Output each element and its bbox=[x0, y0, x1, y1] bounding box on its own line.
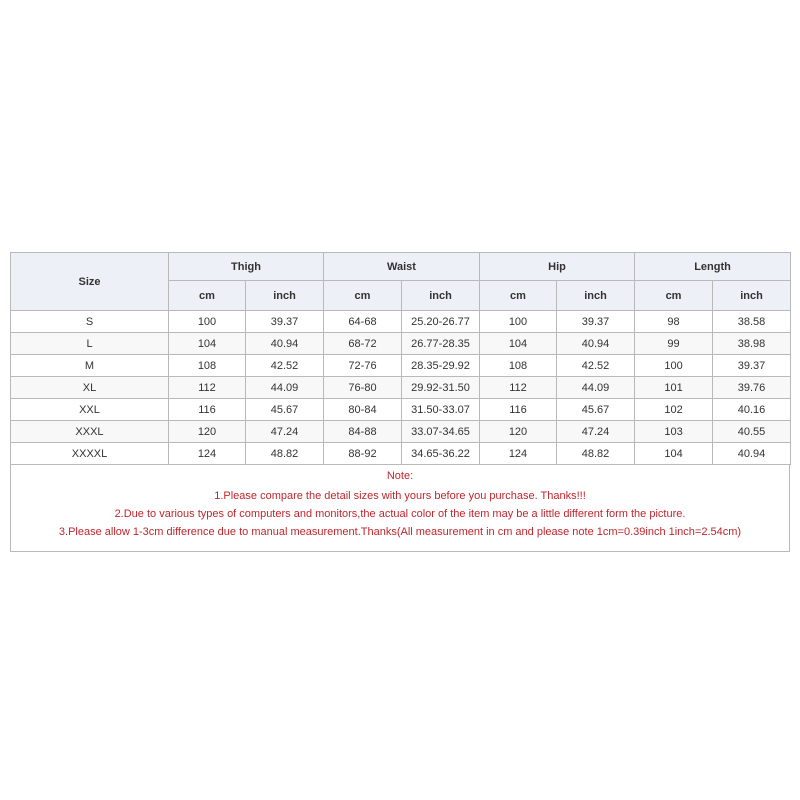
table-cell: 64-68 bbox=[324, 311, 402, 333]
group-header-waist: Waist bbox=[324, 253, 480, 281]
table-row bbox=[11, 333, 791, 355]
table-cell: 40.94 bbox=[246, 333, 324, 355]
table-cell: 47.24 bbox=[246, 421, 324, 443]
table-cell: 104 bbox=[480, 333, 557, 355]
table-cell: 40.16 bbox=[713, 399, 791, 421]
unit-header-inch: inch bbox=[246, 281, 324, 311]
table-cell: 98 bbox=[635, 311, 713, 333]
notes-section bbox=[10, 465, 790, 552]
table-cell: 47.24 bbox=[557, 421, 635, 443]
table-cell-size: XXL bbox=[11, 399, 169, 421]
table-cell: 120 bbox=[480, 421, 557, 443]
table-cell-size: L bbox=[11, 333, 169, 355]
table-cell: 48.82 bbox=[246, 443, 324, 465]
table-cell: 72-76 bbox=[324, 355, 402, 377]
table-row bbox=[11, 443, 791, 465]
table-cell: 102 bbox=[635, 399, 713, 421]
table-cell: 99 bbox=[635, 333, 713, 355]
table-cell: 26.77-28.35 bbox=[402, 333, 480, 355]
table-cell: 120 bbox=[169, 421, 246, 443]
table-cell-size: S bbox=[11, 311, 169, 333]
table-cell: 103 bbox=[635, 421, 713, 443]
table-cell: 124 bbox=[480, 443, 557, 465]
table-cell: 116 bbox=[480, 399, 557, 421]
table-cell-size: M bbox=[11, 355, 169, 377]
unit-header-cm: cm bbox=[324, 281, 402, 311]
table-cell: 108 bbox=[169, 355, 246, 377]
table-cell: 112 bbox=[169, 377, 246, 399]
table-cell: 39.37 bbox=[557, 311, 635, 333]
table-cell: 45.67 bbox=[246, 399, 324, 421]
note-line-2: 2.Due to various types of computers and monitors,the actual color of the item may be a little different form the picture. bbox=[114, 508, 686, 520]
table-cell: 108 bbox=[480, 355, 557, 377]
size-header: Size bbox=[11, 253, 169, 311]
group-header-hip: Hip bbox=[480, 253, 635, 281]
table-cell: 28.35-29.92 bbox=[402, 355, 480, 377]
note-title: Note: bbox=[386, 470, 414, 482]
size-chart bbox=[10, 252, 790, 552]
table-cell: 25.20-26.77 bbox=[402, 311, 480, 333]
table-cell: 104 bbox=[169, 333, 246, 355]
table-cell: 38.98 bbox=[713, 333, 791, 355]
table-cell: 40.94 bbox=[557, 333, 635, 355]
table-cell: 42.52 bbox=[246, 355, 324, 377]
unit-header-inch: inch bbox=[713, 281, 791, 311]
group-header-length: Length bbox=[635, 253, 791, 281]
table-cell: 38.58 bbox=[713, 311, 791, 333]
table-cell: 100 bbox=[480, 311, 557, 333]
table-cell: 84-88 bbox=[324, 421, 402, 443]
table-row bbox=[11, 377, 791, 399]
table-cell: 68-72 bbox=[324, 333, 402, 355]
table-row bbox=[11, 421, 791, 443]
table-cell: 80-84 bbox=[324, 399, 402, 421]
table-cell-size: XXXXL bbox=[11, 443, 169, 465]
size-table bbox=[10, 252, 791, 465]
table-cell: 112 bbox=[480, 377, 557, 399]
table-cell-size: XXXL bbox=[11, 421, 169, 443]
unit-header-cm: cm bbox=[480, 281, 557, 311]
note-line-3: 3.Please allow 1-3cm difference due to manual measurement.Thanks(All measurement in cm and please note 1cm=0.39inch 1inch=2.54cm) bbox=[58, 526, 742, 538]
table-cell: 116 bbox=[169, 399, 246, 421]
table-cell: 29.92-31.50 bbox=[402, 377, 480, 399]
table-cell: 104 bbox=[635, 443, 713, 465]
table-cell: 31.50-33.07 bbox=[402, 399, 480, 421]
table-cell: 40.55 bbox=[713, 421, 791, 443]
table-cell: 33.07-34.65 bbox=[402, 421, 480, 443]
unit-header-inch: inch bbox=[402, 281, 480, 311]
table-cell: 42.52 bbox=[557, 355, 635, 377]
table-cell-size: XL bbox=[11, 377, 169, 399]
table-cell: 39.76 bbox=[713, 377, 791, 399]
table-cell: 100 bbox=[169, 311, 246, 333]
table-cell: 124 bbox=[169, 443, 246, 465]
table-cell: 34.65-36.22 bbox=[402, 443, 480, 465]
header-row-groups bbox=[11, 253, 791, 281]
table-cell: 44.09 bbox=[246, 377, 324, 399]
table-row bbox=[11, 311, 791, 333]
table-cell: 48.82 bbox=[557, 443, 635, 465]
table-cell: 76-80 bbox=[324, 377, 402, 399]
table-cell: 100 bbox=[635, 355, 713, 377]
table-cell: 45.67 bbox=[557, 399, 635, 421]
table-row bbox=[11, 399, 791, 421]
table-cell: 39.37 bbox=[713, 355, 791, 377]
unit-header-inch: inch bbox=[557, 281, 635, 311]
table-cell: 44.09 bbox=[557, 377, 635, 399]
group-header-thigh: Thigh bbox=[169, 253, 324, 281]
table-row bbox=[11, 355, 791, 377]
unit-header-cm: cm bbox=[169, 281, 246, 311]
table-cell: 39.37 bbox=[246, 311, 324, 333]
table-cell: 101 bbox=[635, 377, 713, 399]
note-line-1: 1.Please compare the detail sizes with yours before you purchase. Thanks!!! bbox=[214, 490, 586, 502]
unit-header-cm: cm bbox=[635, 281, 713, 311]
table-cell: 88-92 bbox=[324, 443, 402, 465]
table-cell: 40.94 bbox=[713, 443, 791, 465]
